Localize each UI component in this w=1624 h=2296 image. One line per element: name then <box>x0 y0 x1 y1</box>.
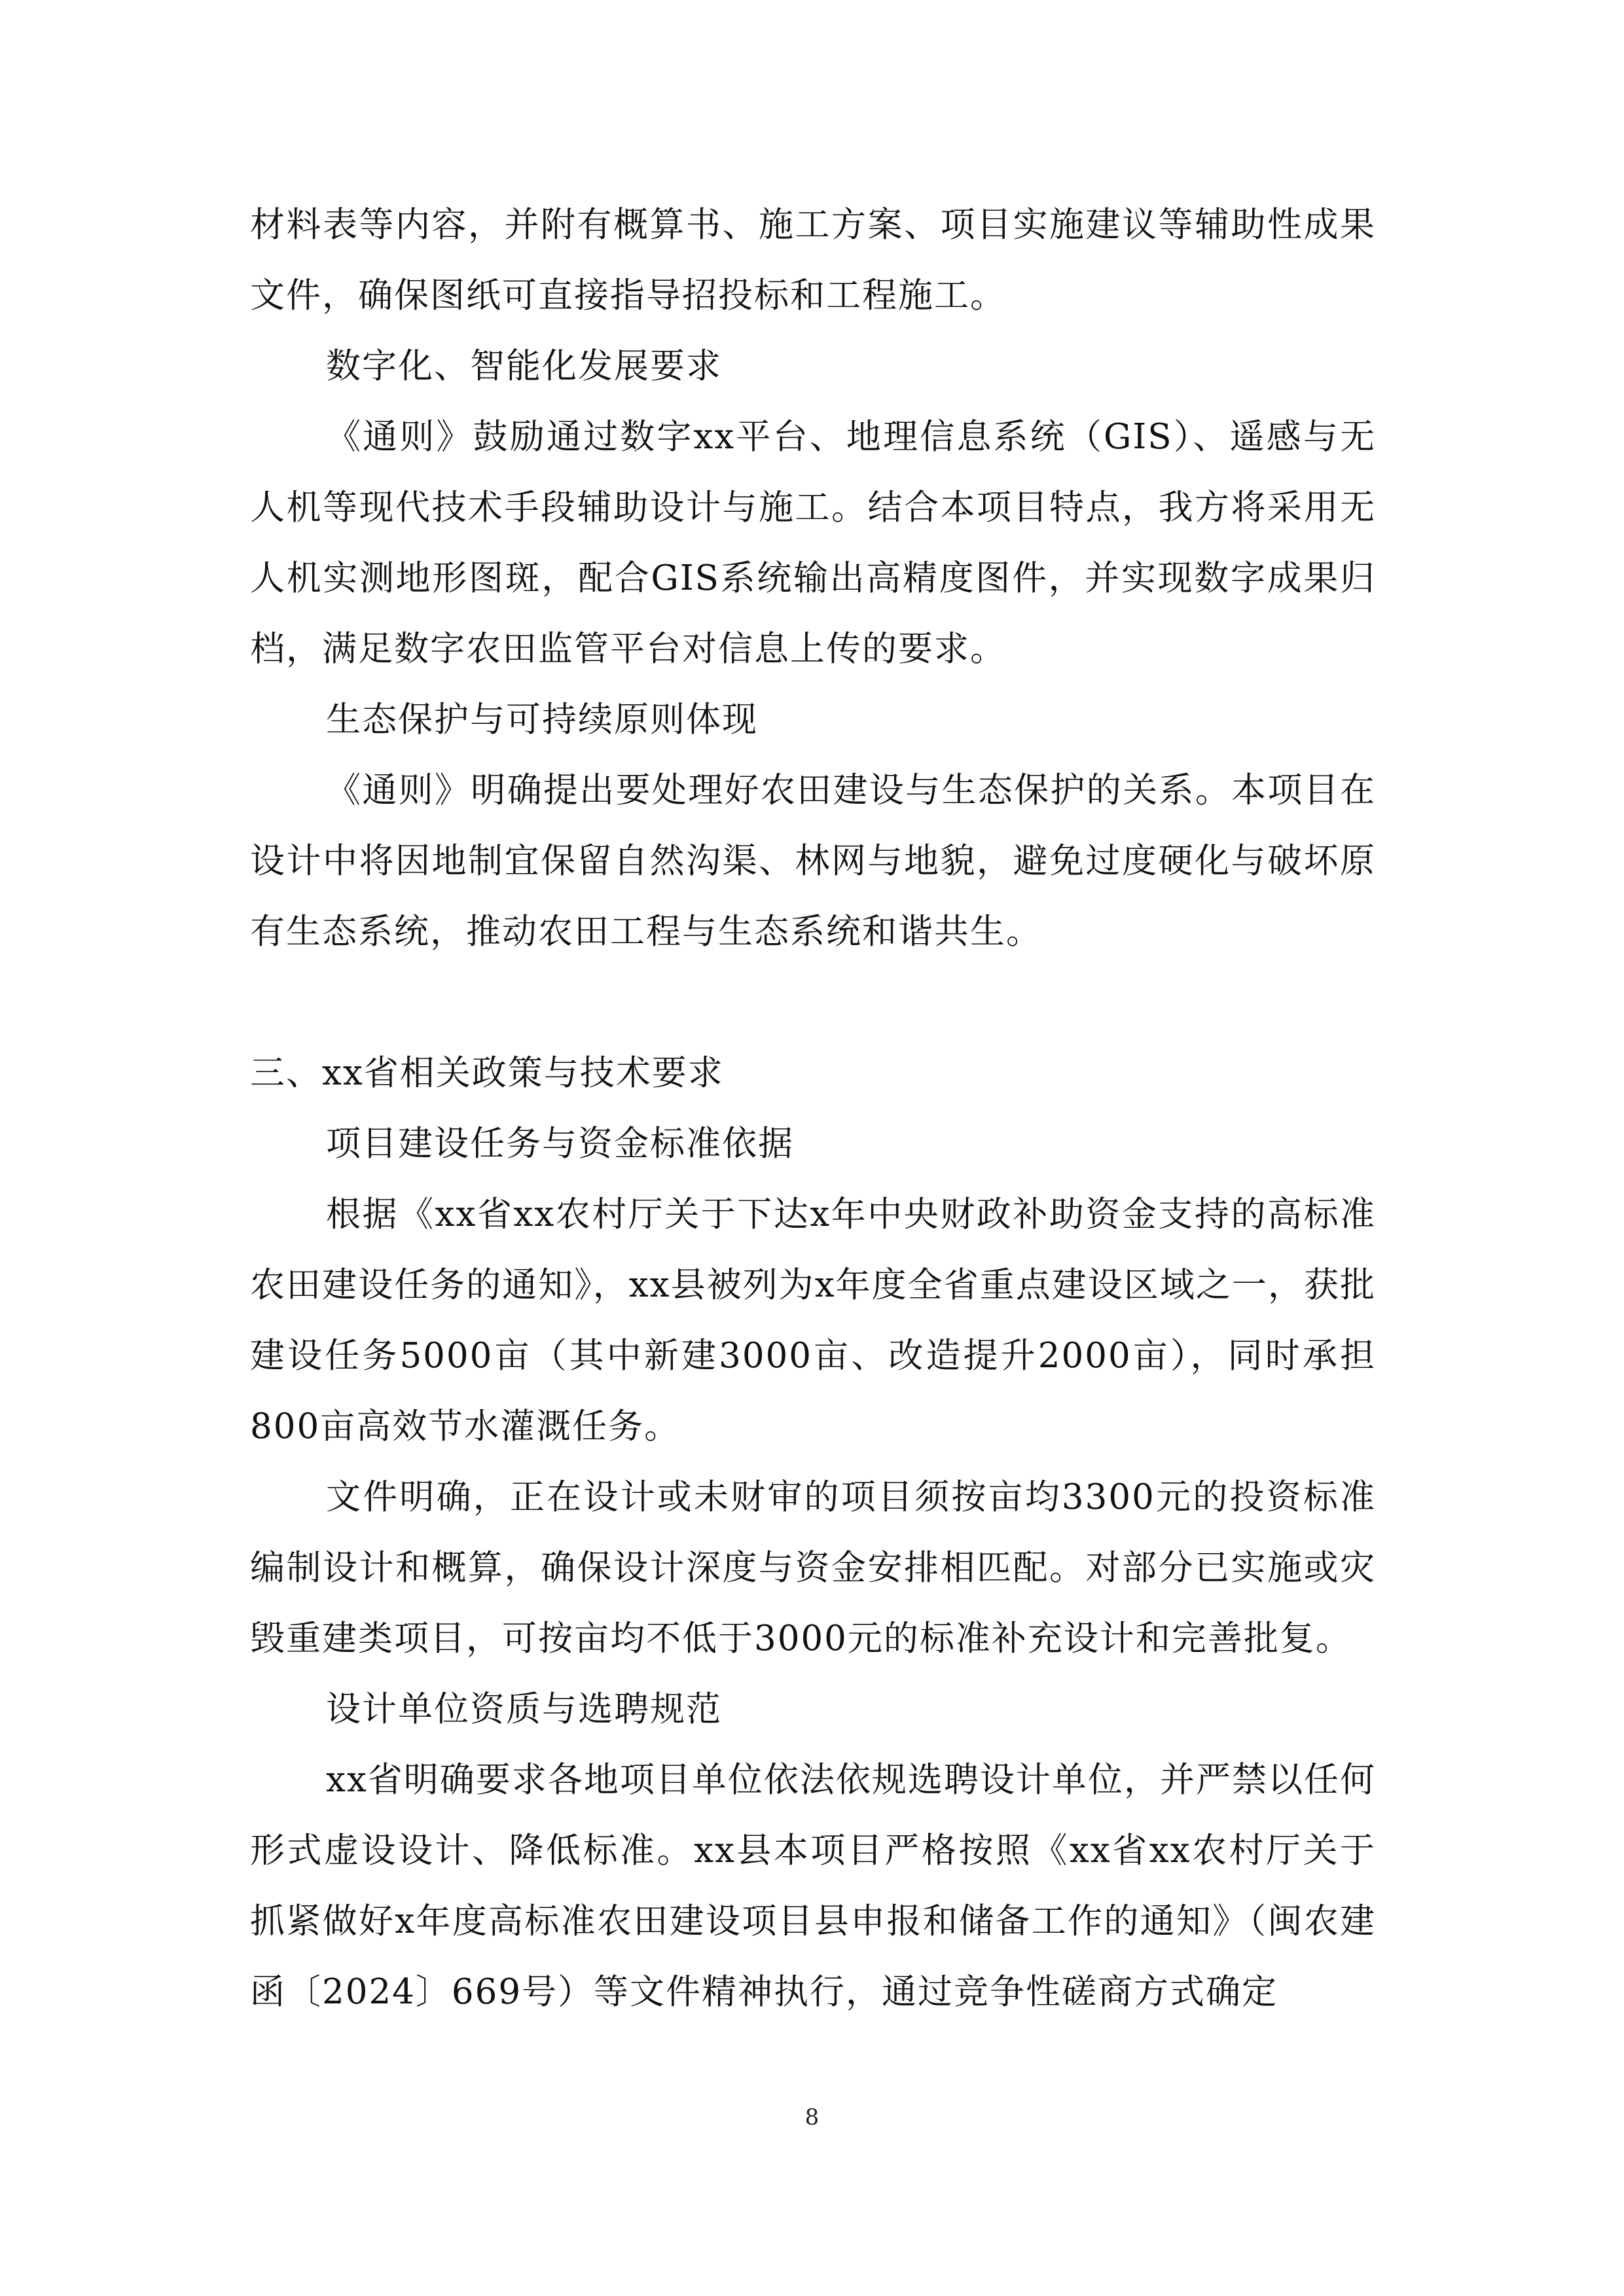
document-body <box>250 190 1376 2028</box>
subheading-design-qualification: 设计单位资质与选聘规范 <box>326 1689 722 1729</box>
subheading-task-funding: 项目建设任务与资金标准依据 <box>326 1124 794 1164</box>
paragraph-digital-tools: 《通则》鼓励通过数字xx平台、地理信息系统（GIS）、遥感与无人机等现代技术手段辅助设计与施工。结合本项目特点，我方将采用无人机实测地形图斑，配合GIS系统输出高精度图件，并实现数字成果归档，满足数字农田监管平台对信息上传的要求。 <box>250 417 1376 669</box>
paragraph-ecology: 《通则》明确提出要处理好农田建设与生态保护的关系。本项目在设计中将因地制宜保留自然沟渠、林网与地貌，避免过度硬化与破坏原有生态系统，推动农田工程与生态系统和谐共生。 <box>250 770 1376 952</box>
section-heading-provincial-policy: 三、xx省相关政策与技术要求 <box>250 1053 724 1093</box>
page-number: 8 <box>804 2104 820 2130</box>
paragraph-continued: 材料表等内容，并附有概算书、施工方案、项目实施建议等辅助性成果文件，确保图纸可直接指导招投标和工程施工。 <box>250 205 1376 315</box>
subheading-ecology: 生态保护与可持续原则体现 <box>326 700 758 740</box>
paragraph-investment-standard: 文件明确，正在设计或未财审的项目须按亩均3300元的投资标准编制设计和概算，确保设计深度与资金安排相匹配。对部分已实施或灾毁重建类项目，可按亩均不低于3000元的标准补充设计和完善批复。 <box>250 1477 1376 1659</box>
paragraph-construction-task: 根据《xx省xx农村厅关于下达x年中央财政补助资金支持的高标准农田建设任务的通知》，xx县被列为x年度全省重点建设区域之一，获批建设任务5000亩（其中新建3000亩、改造提升2000亩），同时承担800亩高效节水灌溉任务。 <box>250 1194 1376 1446</box>
subheading-digitalization: 数字化、智能化发展要求 <box>326 346 722 386</box>
paragraph-design-selection: xx省明确要求各地项目单位依法依规选聘设计单位，并严禁以任何形式虚设设计、降低标准。xx县本项目严格按照《xx省xx农村厅关于抓紧做好x年度高标准农田建设项目县申报和储备工作的通知》（闽农建函〔2024〕669号）等文件精神执行，通过竞争性磋商方式确定 <box>250 1760 1376 2012</box>
